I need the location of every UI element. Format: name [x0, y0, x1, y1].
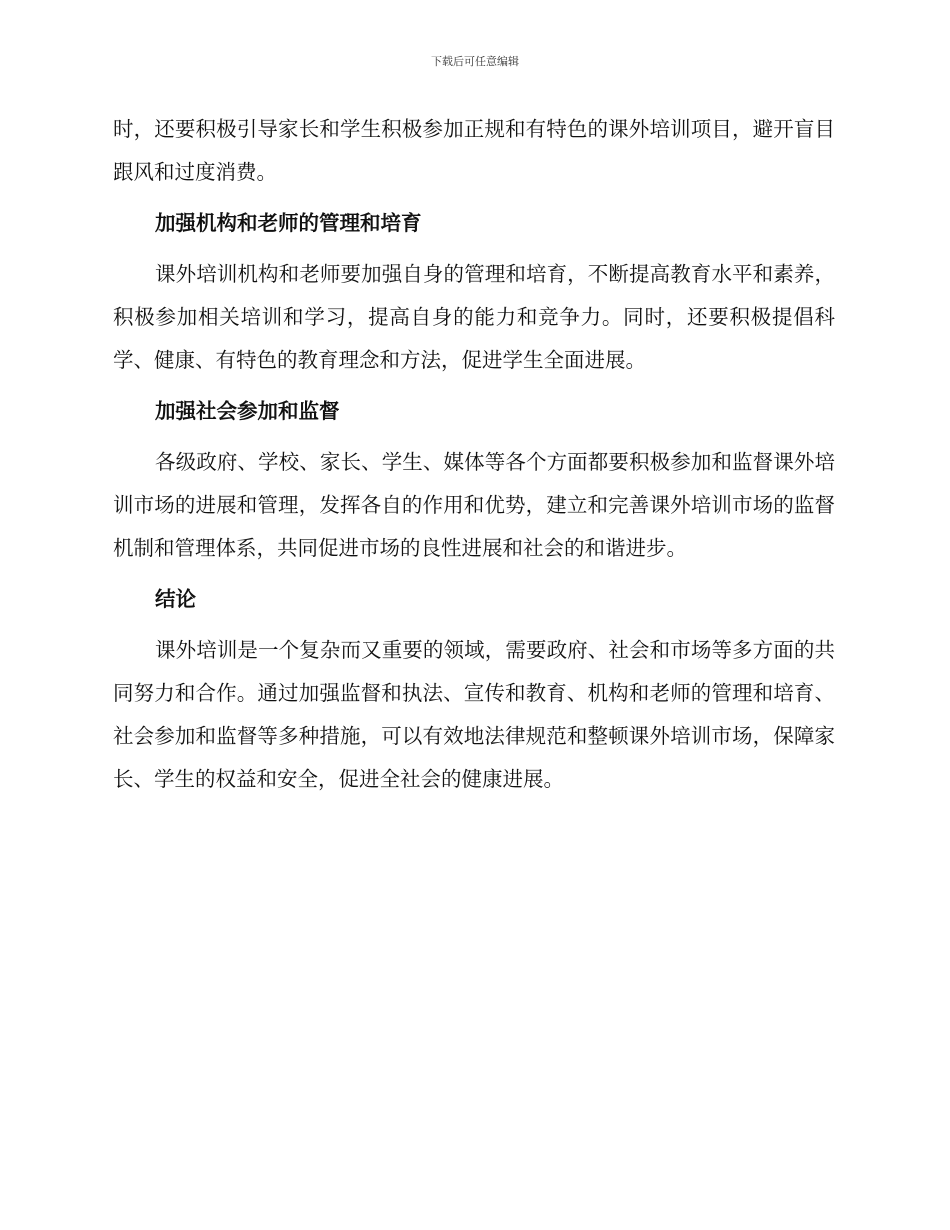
section-heading-conclusion: 结论	[155, 587, 196, 611]
section-paragraph-society: 各级政府、学校、家长、学生、媒体等各个方面都要积极参加和监督课外培训市场的进展和管理，发挥各自的作用和优势，建立和完善课外培训市场的监督机制和管理体系，共同促进市场的良性进展和社会的和谐进步。	[113, 450, 835, 560]
section-paragraph-institutions: 课外培训机构和老师要加强自身的管理和培育，不断提高教育水平和素养，积极参加相关培训和学习，提高自身的能力和竞争力。同时，还要积极提倡科学、健康、有特色的教育理念和方法，促进学生全面进展。	[113, 262, 835, 372]
continued-paragraph: 时，还要积极引导家长和学生积极参加正规和有特色的课外培训项目，避开盲目跟风和过度消费。	[113, 117, 835, 184]
section-heading-institutions: 加强机构和老师的管理和培育	[155, 211, 422, 235]
section-heading-society: 加强社会参加和监督	[155, 399, 340, 423]
document-body	[113, 108, 835, 801]
section-paragraph-conclusion: 课外培训是一个复杂而又重要的领域，需要政府、社会和市场等多方面的共同努力和合作。通过加强监督和执法、宣传和教育、机构和老师的管理和培育、社会参加和监督等多种措施，可以有效地法律规范和整顿课外培训市场，保障家长、学生的权益和安全，促进全社会的健康进展。	[113, 638, 835, 791]
page-header-note: 下载后可任意编辑	[431, 55, 519, 68]
